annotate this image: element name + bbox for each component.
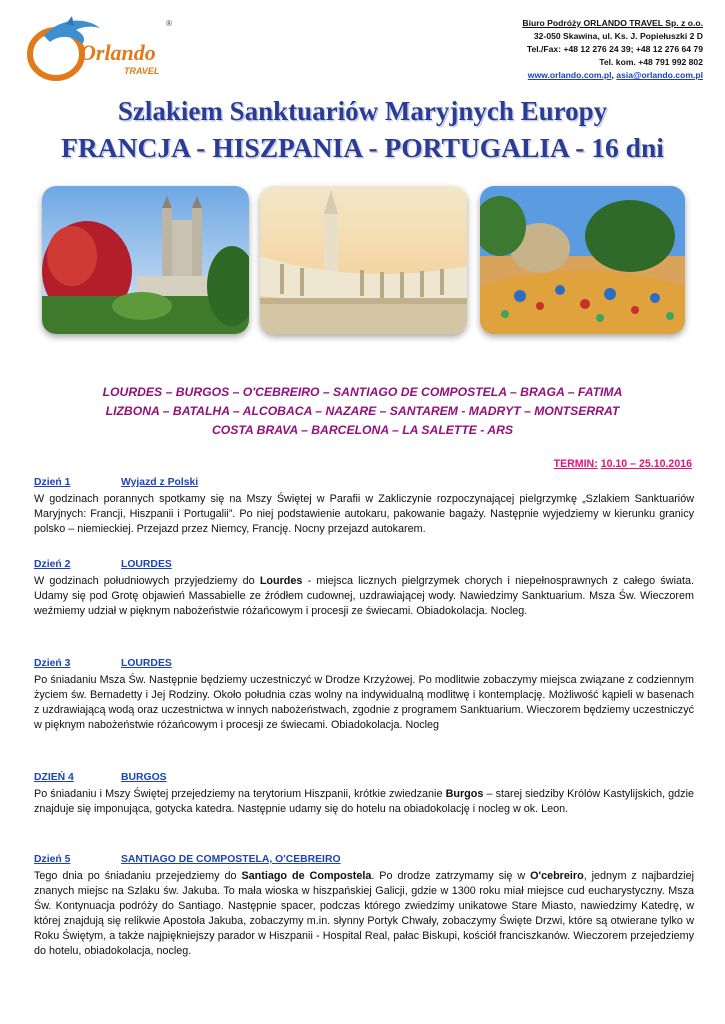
day-2 (34, 559, 694, 619)
title-line-2: FRANCJA - HISZPANIA - PORTUGALIA - 16 dni (61, 132, 664, 163)
day-place: LOURDES (121, 559, 172, 570)
day-place: SANTIAGO DE COMPOSTELA, O'CEBREIRO (121, 854, 341, 865)
day-number: DZIEŃ 4 (34, 772, 74, 783)
email-link[interactable]: asia@orlando.com.pl (616, 70, 703, 80)
day-description: W godzinach porannych spotkamy się na Mszy Świętej w Parafii w Zakliczynie rozpoczynającej pielgrzymkę „Szlakiem Sanktuariów Maryjnych: Francji, Hiszpanii i Portugalii”. Po niej podstawienie autokaru, pakowanie bagaży. Następnie wyjedziemy w kierunku granicy polsko – niemieckiej. Przejazd przez Niemcy, Francję. Nocny przejazd autokarem. (34, 493, 694, 535)
agency-mobile: Tel. kom. +48 791 992 802 (599, 57, 703, 67)
dolphin-logo-icon (26, 14, 176, 84)
day-description: Tego dnia po śniadaniu przejedziemy do Santiago de Compostela. Po drodze zatrzymamy się w O'cebreiro, jednym z najbardziej znanych miejsc na Szlaku św. Jakuba. To mała wioska w hiszpańskiej Galicji, gdzie w 1300 roku miał miejsce cud eucharystyczny. Msza Św. Kontynuacja podróży do Santiago. Następnie spacer, podczas którego zwiedzimy unikatowe Stare Miasto, nawiedzimy Katedrę, w której znajdują się relikwie Apostoła Jakuba, zobaczymy m.in. słynny Portyk Chwały, zobaczymy Święte Drzwi, które są otwierane tylko w Roku Świętym, a także najpiękniejszy parador w Hiszpanii - Hospital Real, pałac Biskupi, kościół franciszkanów. Wieczorem przejedziemy do hotelu, obiadokolacja, nocleg. (34, 870, 694, 957)
day-place: LOURDES (121, 658, 172, 669)
agency-address: 32-050 Skawina, ul. Ks. J. Popiełuszki 2 D (533, 31, 703, 41)
day-number: Dzień 3 (34, 658, 71, 669)
photo-park-guell (480, 186, 685, 334)
route-line-1: LOURDES – BURGOS – O'CEBREIRO – SANTIAGO DE COMPOSTELA – BRAGA – FATIMA (102, 385, 623, 399)
day-place: Wyjazd z Polski (121, 477, 199, 488)
orlando-logo (26, 14, 176, 84)
route-line-3: COSTA BRAVA – BARCELONA – LA SALETTE - ARS (211, 423, 514, 437)
registered-mark: ® (166, 19, 172, 28)
termin-value: 10.10 – 25.10.2016 (600, 458, 692, 470)
agency-name: Biuro Podróży ORLANDO TRAVEL Sp. z o.o. (522, 18, 703, 28)
day-description: Po śniadaniu Msza Św. Następnie będziemy uczestniczyć w Drodze Krzyżowej. Po modlitwie zobaczymy miejsca związane z codziennym życiem św. Bernadetty i Jej Rodziny. Około południa czas wolny na indywidualną modlitwę i kontemplację. Możliwość kąpieli w basenach z uzdrawiającą wodą oraz uczestnictwa w innych nabożeństwach, zgodnie z programem Sanktuarium. Wieczorem będziemy uczestniczyć w pięknym nabożeństwie różańcowym i procesji ze świecami. Obiadokolacja. Nocleg (34, 674, 694, 731)
logo-subtext: TRAVEL (124, 66, 160, 76)
day-place: BURGOS (121, 772, 167, 783)
agency-contact (522, 17, 703, 82)
link-separator: , (611, 70, 617, 80)
day-description: Po śniadaniu i Mszy Świętej przejedziemy na terytorium Hiszpanii, krótkie zwiedzanie Burgos – starej siedziby Królów Kastylijskich, gdzie znajduje się imponująca, gotycka katedra. Następnie udamy się do hotelu na obiadokolację i nocleg w ok. Leon. (34, 788, 694, 815)
day-4 (34, 772, 694, 817)
day-number: Dzień 2 (34, 559, 71, 570)
day-3 (34, 658, 694, 733)
agency-phone: Tel./Fax: +48 12 276 24 39; +48 12 276 64 79 (526, 44, 703, 54)
title-line-1: Szlakiem Sanktuariów Maryjnych Europy (117, 96, 608, 126)
route-line-2: LIZBONA – BATALHA – ALCOBACA – NAZARE – SANTAREM - MADRYT – MONTSERRAT (105, 404, 620, 418)
website-link[interactable]: www.orlando.com.pl (527, 70, 612, 80)
day-number: Dzień 1 (34, 477, 71, 488)
termin-label: TERMIN: (553, 458, 598, 470)
day-description: W godzinach południowych przyjedziemy do Lourdes - miejsca licznych pielgrzymek chorych i niepełnosprawnych z całego świata. Udamy się pod Grotę objawień Massabielle ze źródłem cudownej, uzdrawiającej wody. Nawiedzimy Sanktuarium. Msza Św. Wieczorem weźmiemy udział w pięknym nabożeństwie różańcowym i procesji ze świecami. Obiadokolacja. Nocleg. (34, 575, 694, 617)
photo-fatima (260, 186, 467, 334)
photo-bom-jesus (42, 186, 249, 334)
day-number: Dzień 5 (34, 854, 71, 865)
logo-text: Orlando (80, 40, 156, 65)
day-1 (34, 477, 694, 537)
day-5 (34, 854, 694, 959)
termin (554, 458, 692, 470)
